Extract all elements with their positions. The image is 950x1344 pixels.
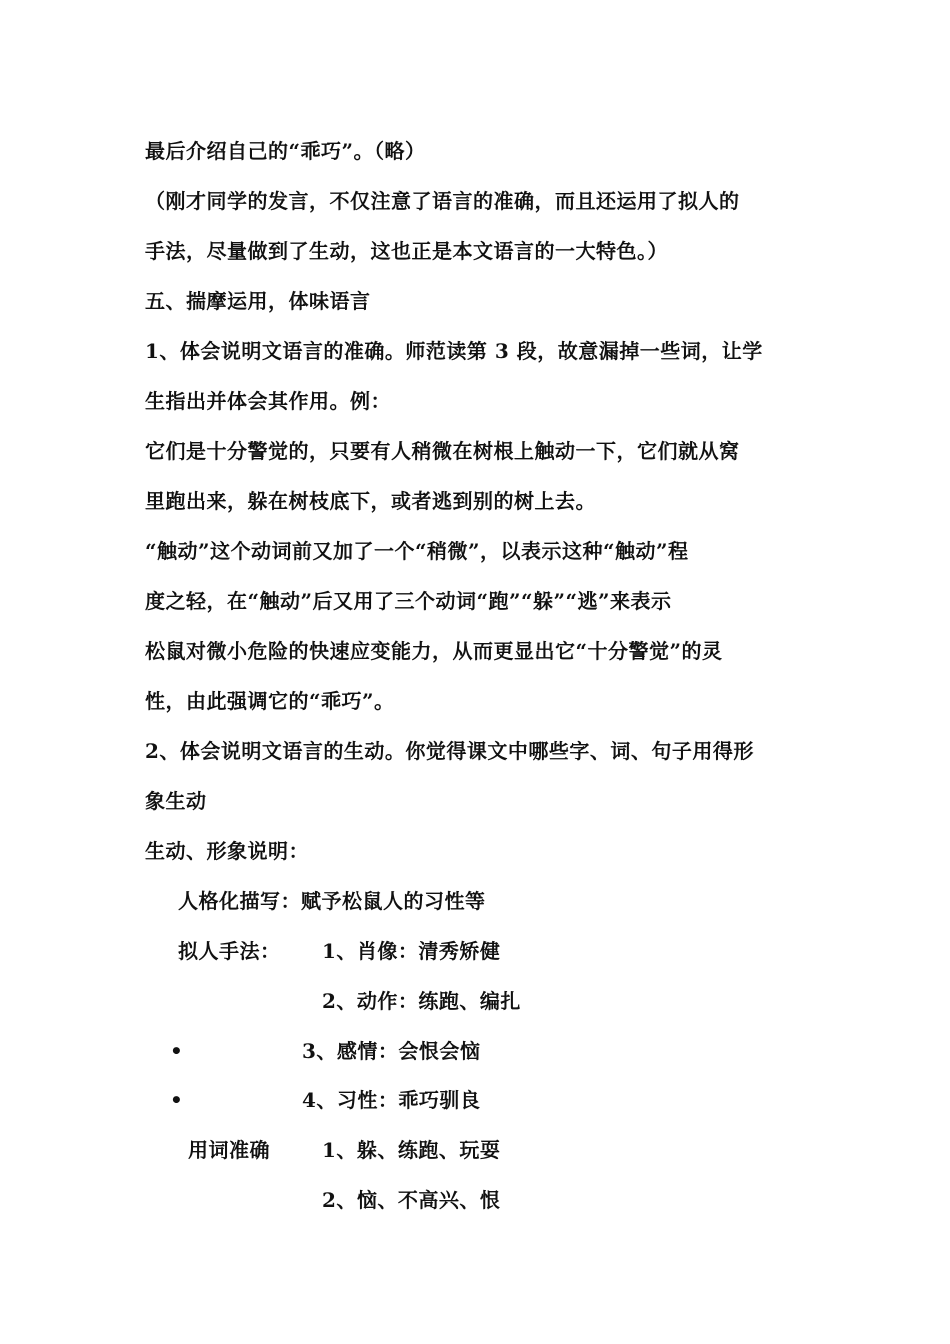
text-line-analysis-3: 松鼠对微小危险的快速应变能力，从而更显出它“十分警觉”的灵 xyxy=(145,639,723,663)
outline-wording-2: 2、恼、不高兴、恨 xyxy=(322,1188,501,1212)
text-line-vividness-1: 2、体会说明文语言的生动。你觉得课文中哪些字、词、句子用得形 xyxy=(145,739,754,763)
text-line-intro-cleverness: 最后介绍自己的“乖巧”。（略） xyxy=(145,139,426,163)
text-line-example-1: 它们是十分警觉的，只要有人稍微在树根上触动一下，它们就从窝 xyxy=(145,439,740,463)
text-line-analysis-2: 度之轻，在“触动”后又用了三个动词“跑”“躲”“逃”来表示 xyxy=(145,589,672,613)
outline-method-2: 2、动作：练跑、编扎 xyxy=(322,989,521,1013)
outline-wording-1: 1、躲、练跑、玩耍 xyxy=(322,1138,501,1162)
text-line-accuracy-2: 生指出并体会其作用。例： xyxy=(145,389,391,413)
section-heading-five: 五、揣摩运用，体味语言 xyxy=(145,289,371,313)
text-line-accuracy-1: 1、体会说明文语言的准确。师范读第 3 段，故意漏掉一些词，让学 xyxy=(145,339,763,363)
outline-personification-desc: 人格化描写：赋予松鼠人的习性等 xyxy=(178,889,486,913)
outline-method-4: 4、习性：乖巧驯良 xyxy=(302,1088,481,1112)
outline-method-1: 1、肖像：清秀矫健 xyxy=(322,939,501,963)
outline-method-label: 拟人手法： xyxy=(178,939,281,963)
text-line-analysis-4: 性，由此强调它的“乖巧”。 xyxy=(145,689,395,713)
text-line-vivid-explanation: 生动、形象说明： xyxy=(145,839,309,863)
text-line-analysis-1: “触动”这个动词前又加了一个“稍微”，以表示这种“触动”程 xyxy=(145,539,689,563)
text-line-vividness-2: 象生动 xyxy=(145,789,207,813)
text-line-teacher-comment-1: （刚才同学的发言，不仅注意了语言的准确，而且还运用了拟人的 xyxy=(145,189,740,213)
outline-method-3: 3、感情：会恨会恼 xyxy=(302,1039,481,1063)
bullet-icon: • xyxy=(170,1088,183,1112)
text-line-teacher-comment-2: 手法，尽量做到了生动，这也正是本文语言的一大特色。） xyxy=(145,239,668,263)
bullet-icon: • xyxy=(170,1039,183,1063)
outline-wording-label: 用词准确 xyxy=(188,1138,270,1162)
text-line-example-2: 里跑出来，躲在树枝底下，或者逃到别的树上去。 xyxy=(145,489,596,513)
